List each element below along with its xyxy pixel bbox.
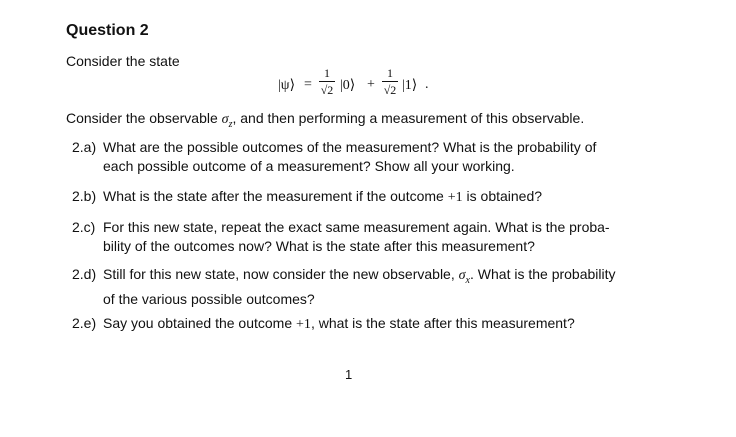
part-label: 2.c) [72, 219, 96, 235]
part-text-line [103, 265, 616, 290]
part-text [103, 265, 616, 309]
ket-zero: |0⟩ [340, 78, 356, 93]
part-text-line: What are the possible outcomes of the measurement? What is the probability of [103, 139, 597, 155]
sigma-subscript: x [465, 274, 470, 286]
part-label: 2.d) [72, 266, 97, 282]
part-text-suffix: is obtained? [462, 188, 543, 204]
fraction-numerator: 1 [324, 66, 330, 80]
observable-prefix: Consider the observable [66, 110, 222, 126]
part-text-suffix: , what is the state after this measurement? [310, 315, 575, 331]
fraction-denominator: √2 [383, 83, 397, 97]
ket-one: |1⟩ [402, 78, 418, 93]
part-text-line: For this new state, repeat the exact same measurement again. What is the proba- [103, 219, 610, 235]
part-label: 2.e) [72, 315, 97, 331]
sigma-symbol: σ [221, 112, 229, 127]
outcome-value: +1 [447, 190, 463, 205]
observable-suffix: , and then performing a measurement of this observable. [232, 110, 585, 126]
part-text [103, 138, 596, 176]
part-text-prefix: Still for this new state, now consider the new observable, [103, 266, 459, 282]
observable-sentence [66, 110, 584, 130]
outcome-value: +1 [296, 317, 311, 332]
equals-sign: = [304, 77, 312, 92]
intro-text: Consider the state [66, 53, 180, 69]
ket-psi: |ψ⟩ [278, 78, 296, 93]
sigma-symbol: σ [458, 268, 466, 283]
part-text-line: each possible outcome of a measurement? Show all your working. [103, 158, 515, 174]
part-label: 2.b) [72, 188, 97, 204]
part-text [103, 314, 575, 334]
question-title: Question 2 [66, 22, 149, 39]
fraction-denominator: √2 [320, 83, 334, 97]
sigma-subscript: z [228, 118, 233, 130]
fraction-numerator: 1 [387, 66, 393, 80]
part-text [103, 218, 610, 256]
part-text-prefix: What is the state after the measurement if the outcome [103, 188, 448, 204]
fraction-one-over-root-two [318, 66, 336, 98]
part-label: 2.a) [72, 139, 97, 155]
part-text [103, 187, 542, 207]
part-text-suffix: . What is the probability [470, 266, 616, 282]
plus-sign: + [367, 77, 375, 92]
equation-period: . [425, 77, 429, 92]
part-text-line: of the various possible outcomes? [103, 290, 315, 307]
page-number: 1 [345, 367, 353, 382]
part-text-line: bility of the outcomes now? What is the state after this measurement? [103, 238, 535, 254]
part-text-prefix: Say you obtained the outcome [103, 315, 297, 331]
fraction-one-over-root-two [381, 66, 399, 98]
